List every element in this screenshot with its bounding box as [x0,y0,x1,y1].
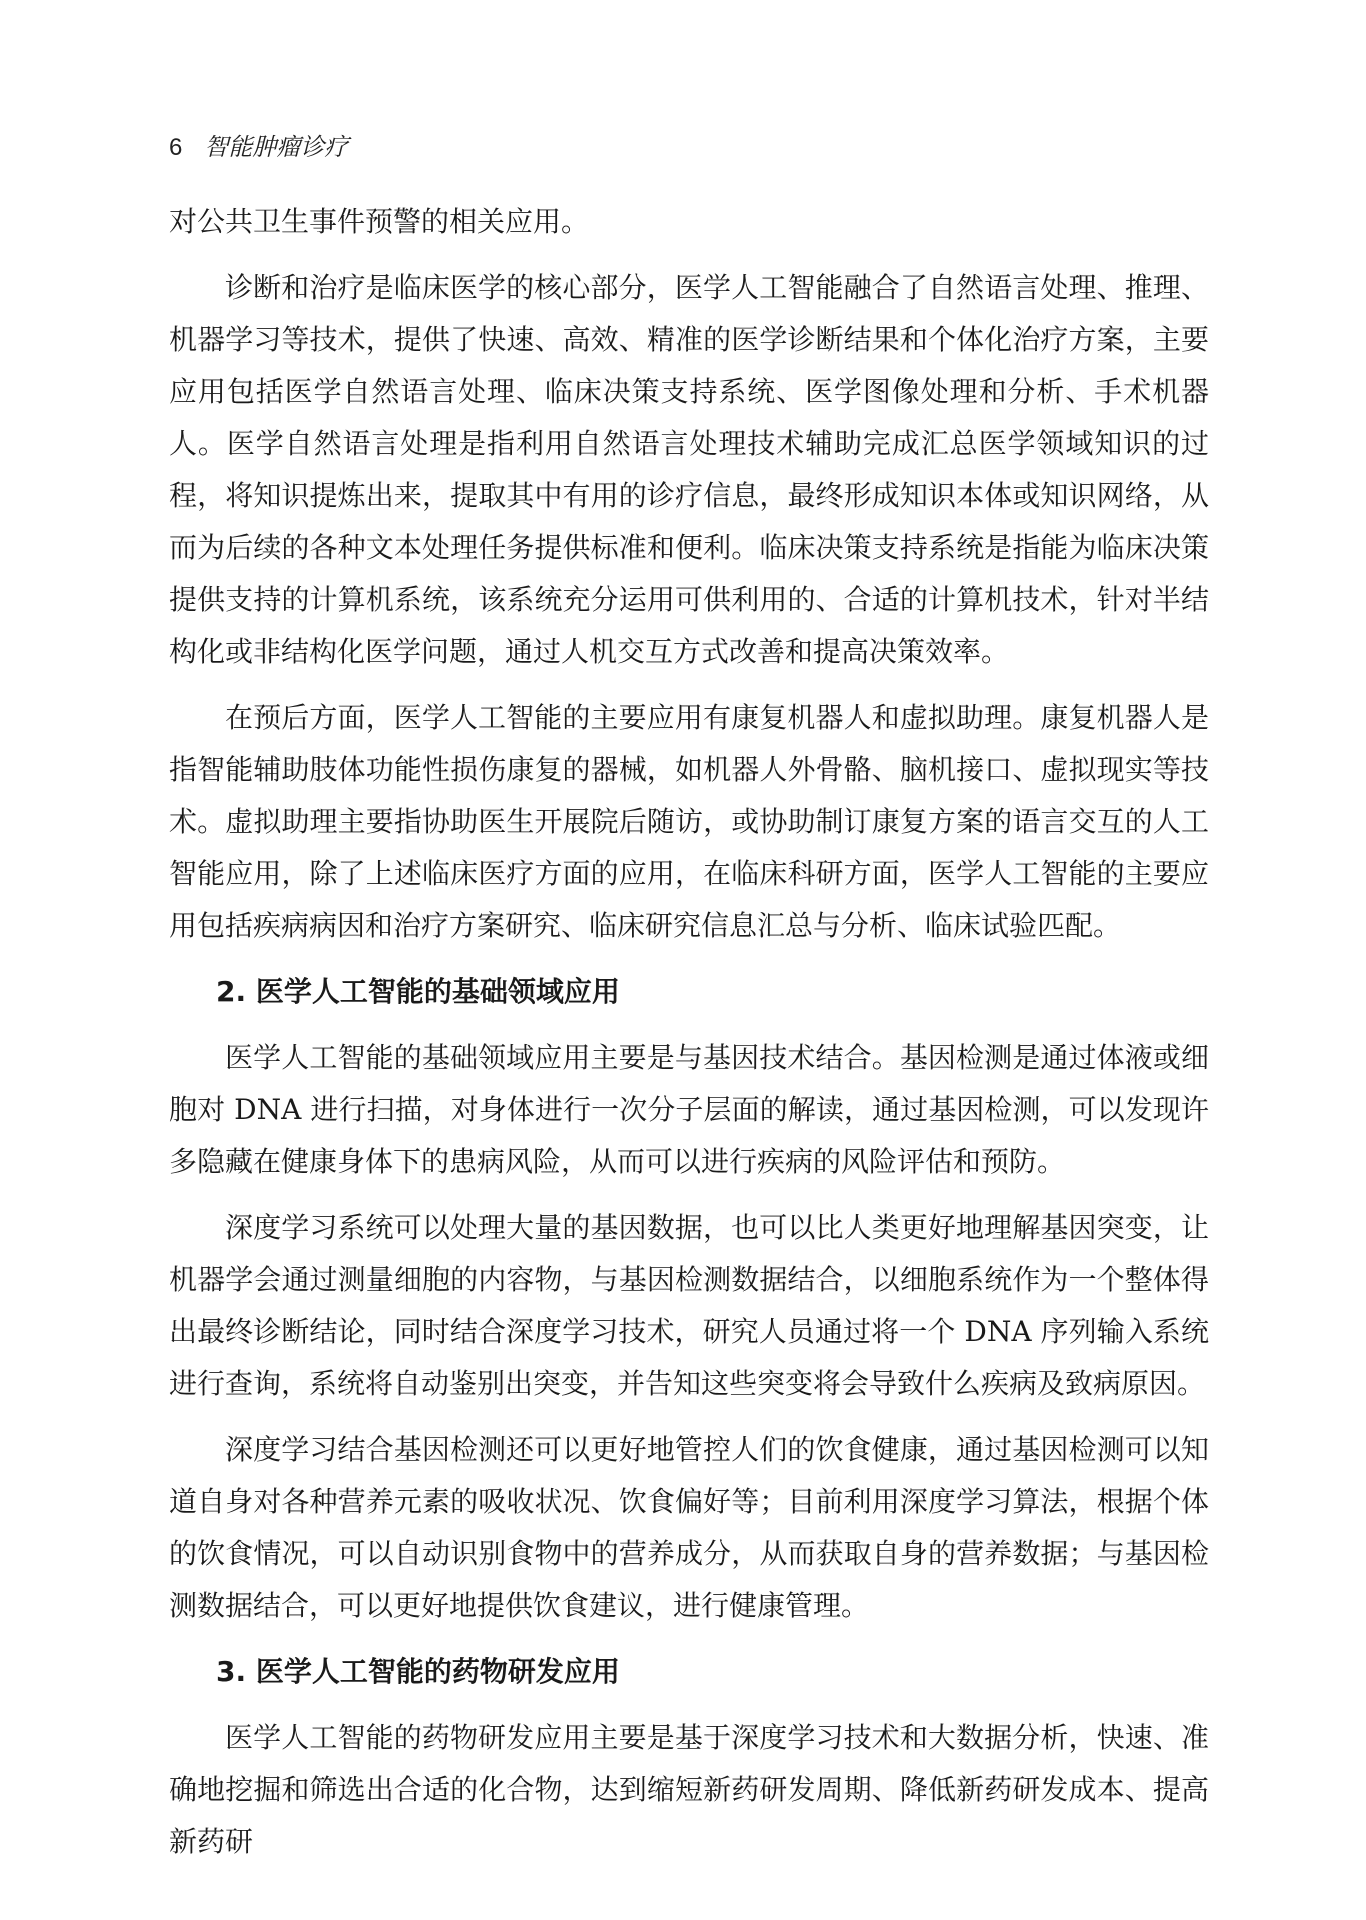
paragraph-continued: 对公共卫生事件预警的相关应用。 [169,205,590,238]
paragraph-prognosis: 在预后方面，医学人工智能的主要应用有康复机器人和虚拟助理。康复机器人是指智能辅助肢体功能性损伤康复的器械，如机器人外骨骼、脑机接口、虚拟现实等技术。虚拟助理主要指协助医生开展院后随访，或协助制订康复方案的语言交互的人工智能应用，除了上述临床医疗方面的应用，在临床科研方面，医学人工智能的主要应用包括疾病病因和治疗方案研究、临床研究信息汇总与分析、临床试验匹配。 [169,701,1209,942]
section-heading-drug-research: 3. 医学人工智能的药物研发应用 [216,1655,620,1688]
paragraph-drug-research: 医学人工智能的药物研发应用主要是基于深度学习技术和大数据分析，快速、准确地挖掘和筛选出合适的化合物，达到缩短新药研发周期、降低新药研发成本、提高新药研 [169,1721,1209,1858]
section-heading-basic-applications: 2. 医学人工智能的基础领域应用 [216,975,620,1008]
paragraph-gene-technology: 医学人工智能的基础领域应用主要是与基因技术结合。基因检测是通过体液或细胞对 DNA 进行扫描，对身体进行一次分子层面的解读，通过基因检测，可以发现许多隐藏在健康身体下的患病风险，从而可以进行疾病的风险评估和预防。 [169,1041,1209,1178]
page-number: 6 [169,134,183,161]
paragraph-diet-health: 深度学习结合基因检测还可以更好地管控人们的饮食健康，通过基因检测可以知道自身对各种营养元素的吸收状况、饮食偏好等；目前利用深度学习算法，根据个体的饮食情况，可以自动识别食物中的营养成分，从而获取自身的营养数据；与基因检测数据结合，可以更好地提供饮食建议，进行健康管理。 [169,1433,1209,1622]
running-head [169,130,348,165]
paragraph-deep-learning-genes: 深度学习系统可以处理大量的基因数据，也可以比人类更好地理解基因突变，让机器学会通过测量细胞的内容物，与基因检测数据结合，以细胞系统作为一个整体得出最终诊断结论，同时结合深度学习技术，研究人员通过将一个 DNA 序列输入系统进行查询，系统将自动鉴别出突变，并告知这些突变将会导致什么疾病及致病原因。 [169,1211,1209,1400]
body-text [169,196,1209,1882]
book-title: 智能肿瘤诊疗 [204,133,349,161]
paragraph-diagnosis-treatment: 诊断和治疗是临床医学的核心部分，医学人工智能融合了自然语言处理、推理、机器学习等技术，提供了快速、高效、精准的医学诊断结果和个体化治疗方案，主要应用包括医学自然语言处理、临床决策支持系统、医学图像处理和分析、手术机器人。医学自然语言处理是指利用自然语言处理技术辅助完成汇总医学领域知识的过程，将知识提炼出来，提取其中有用的诊疗信息，最终形成知识本体或知识网络，从而为后续的各种文本处理任务提供标准和便利。临床决策支持系统是指能为临床决策提供支持的计算机系统，该系统充分运用可供利用的、合适的计算机技术，针对半结构化或非结构化医学问题，通过人机交互方式改善和提高决策效率。 [169,271,1209,668]
